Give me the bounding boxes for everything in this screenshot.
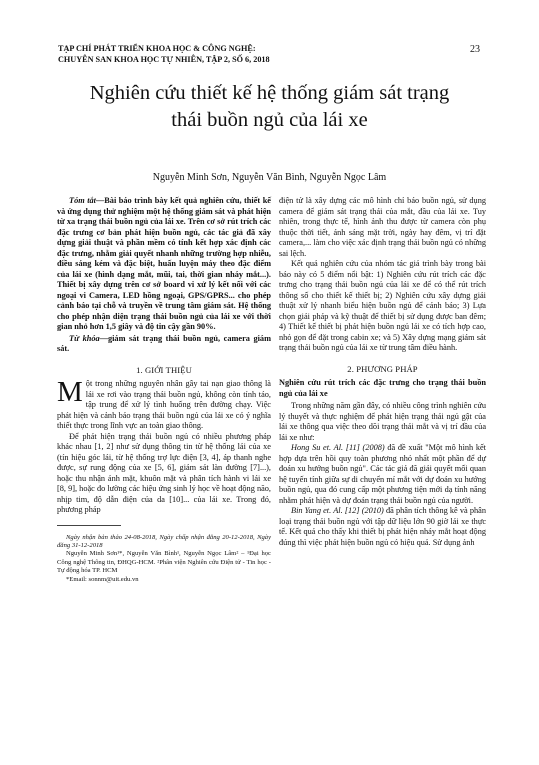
keywords-text: —giám sát trạng thái buồn ngủ, camera giám sát. (57, 333, 271, 353)
title-line-2: thái buồn ngủ của lái xe (171, 109, 368, 131)
journal-header (58, 44, 488, 65)
footnote-affiliations: Nguyễn Minh Sơn¹*, Nguyễn Văn Bình¹, Nguyễn Ngọc Lâm² – ¹Đại học Công nghệ Thông tin, ĐHQG-HCM. ²Phân viện Nghiên cứu Điện tử - Tin học - Tự động hóa TP. HCM (57, 550, 271, 575)
intro-paragraph-1 (57, 376, 271, 432)
abstract-text: —Bài báo trình bày kết quả nghiên cứu, thiết kế và ứng dụng thử nghiệm một hệ thống giám sát và phát hiện từ xa trạng thái buồn ngủ của lái xe. Trên cơ sở rút trích các đặc trưng cơ bản phát hiện buồn ngủ, các tác giả đã xây dựng giải thuật và phần mềm có tính kết hợp xác định các đặc trưng, nhằm giải quyết nhanh những trường hợp nhiễu, điều sáng kém và đặc biệt, huấn luyện máy theo đặc điểm của lái xe (hình dạng mắt, mũi, tai, thời gian nháy mắt...). Thiết bị xây dựng trên cơ sở board vi xử lý kết nối với các ngoại vi Camera, LED hồng ngoại, GPS/GPRS... cho phép cảnh báo tại chỗ và truyền về trung tâm giám sát. Hệ thống cho phép nhận diện trạng thái buồn ngủ của lái xe với thời gian nhỏ hơn 1,5 giây và độ tin cậy gần 90%. (57, 196, 271, 331)
right-paragraph-2: Kết quả nghiên cứu của nhóm tác giả trình bày trong bài báo này có 5 điểm nổi bật: 1) Nghiên cứu rút trích các đặc trưng cho trạng thái buồn ngủ của lái xe để có thể rút trích thông số cho thiết kế thiết bị; 2) Nghiên cứu xây dựng giải thuật xử lý nhanh biểu hiện buồn ngủ để cảnh báo; 3) Lựa chọn giải pháp và kỹ thuật để thiết bị sử dụng được ban đêm; 4) Thiết kế thiết bị phát hiện buồn ngủ lái xe có tích hợp cao, nhỏ gọn để đặt trong cabin xe; và 5) Xây dựng mạng giám sát trạng thái buồn ngủ của lái xe từ trung tâm điều hành. (279, 259, 486, 352)
keywords-label: Từ khóa (69, 333, 100, 343)
abstract (57, 196, 271, 333)
method-paragraph-2: Hong Su et. Al. [11] (2008) đã đề xuất "Một mô hình kết hợp dựa trên hồi quy toàn phương nhỏ nhất một phần để dự đoán xu hướng buồn ngủ". Các tác giả đã giải quyết mối quan hệ tuyến tính giữa sự di chuyển mí mắt với dự đoán xu hướng buồn ngủ, qua đó cung cấp một phương tiện mới dạ tính năng nhằm phát hiện và dự đoán trạng thái buồn ngủ của người. (279, 443, 486, 505)
citation-hong-su: Hong Su et. Al. [11] (2008) (291, 443, 385, 452)
right-column (279, 196, 486, 548)
method-paragraph-3: Bin Yang et. Al. [12] (2010) đã phân tích thông kê và phân loại trạng thái buồn ngủ với tập dữ liệu lớn 90 giờ lái xe thực tế. Kết quả cho thấy khi thiết bị phát hiện nháy mắt hoạt động đúng thì việc phát hiện buồn ngủ có hiệu quả. Sử dụng ảnh (279, 506, 486, 547)
drop-cap: M (57, 376, 83, 408)
journal-line-1: TẠP CHÍ PHÁT TRIỂN KHOA HỌC & CÔNG NGHỆ: (58, 44, 256, 53)
authors: Nguyễn Minh Sơn, Nguyễn Văn Bình, Nguyễn Ngọc Lâm (152, 172, 387, 183)
left-column (57, 196, 271, 584)
footnote-divider (57, 525, 121, 526)
subsection-heading: Nghiên cứu rút trích các đặc trưng cho trạng thái buồn ngủ của lái xe (279, 378, 486, 398)
right-paragraph-1: điện tử là xây dựng các mô hình chỉ báo buồn ngủ, sử dụng camera để giám sát trạng thái của mắt, đầu của lái xe. Tuy nhiên, trong thực tế, hình ảnh thu được từ camera còn phụ thuộc thời tiết, ánh sáng mặt trời, ngày hay đêm, vị trí đặt camera,... làm cho việc xác định trạng thái buồn ngủ có những sai lệch. (279, 196, 487, 258)
title-line-1: Nghiên cứu thiết kế hệ thống giám sát trạng (89, 82, 450, 104)
footnote-email: *Email: sonnm@uit.edu.vn (66, 575, 139, 583)
keywords (57, 334, 271, 355)
paper-title (30, 80, 509, 134)
journal-line-2: CHUYÊN SAN KHOA HỌC TỰ NHIÊN, TẬP 2, SỐ 6, 2018 (58, 54, 270, 64)
intro-paragraph-1-text: ột trong những nguyên nhân gây tai nạn giao thông là lái xe rơi vào trạng thái buồn ngủ, không còn tỉnh táo, tập trung để xử lý tình huống trên đường chạy. Việc phát hiện và cảnh báo trạng thái buồn ngủ của lái xe có ý nghĩa thiết thực trong lĩnh vực an toàn giao thông. (57, 379, 271, 430)
method-paragraph-1: Trong những năm gần đây, có nhiều công trình nghiên cứu lý thuyết và thực nghiệm để phát hiện trạng thái ngủ gật của lái xe thông qua việc theo dõi trạng thái mắt và vị trí đầu của lái xe như: (279, 401, 486, 442)
page-number: 23 (470, 44, 480, 55)
section-heading-introduction: 1. GIỚI THIỆU (136, 364, 192, 375)
intro-paragraph-2: Để phát hiện trạng thái buồn ngủ có nhiều phương pháp khác nhau [1, 2] như sử dụng thông tin từ hệ thống lái của xe (tín hiệu góc lái, từ hệ thống trợ lực điện [3, 4], áp thanh nghe được, sự rung động của xe [5, 6], giám sát làn đường [7]...), hoặc thu nhận ảnh mặt, khuôn mặt và phân tích hành vi lái xe [8, 9], hoặc đo lường các hiệu ứng sinh lý học về hoạt động não, nhịp tim, độ dẫn điện của da [10]... của lái xe. Trong đó, phương pháp (57, 431, 271, 514)
footnote-dates: Ngày nhận bản thảo 24-08-2018, Ngày chấp nhận đăng 20-12-2018, Ngày đăng 31-12-2018 (57, 533, 271, 549)
abstract-label: Tóm tắt (69, 196, 96, 205)
section-heading-method: 2. PHƯƠNG PHÁP (347, 363, 418, 374)
citation-bin-yang: Bin Yang et. Al. [12] (2010) (291, 506, 384, 515)
